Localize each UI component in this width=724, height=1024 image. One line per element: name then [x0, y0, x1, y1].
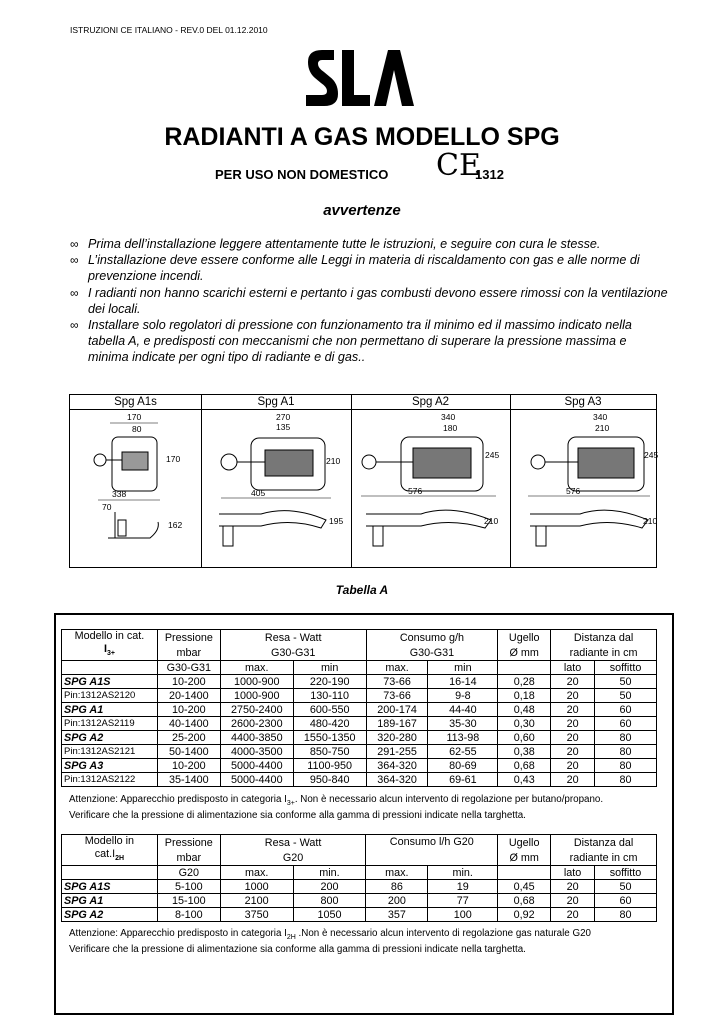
drawing-spg-a1s	[70, 395, 202, 567]
drawings-table	[69, 394, 657, 568]
infinity-bullet-icon: ∞	[70, 237, 79, 251]
table-cell: G20	[157, 866, 220, 880]
table-cell: 80	[595, 908, 657, 922]
table-cell	[498, 866, 551, 880]
infinity-bullet-icon: ∞	[70, 253, 79, 268]
header-note: ISTRUZIONI CE ITALIANO - REV.0 DEL 01.12.2010	[70, 25, 268, 35]
table-cell: 73-66	[366, 689, 428, 703]
table-cell: 1000-900	[220, 675, 293, 689]
table-cell: Ø mm	[498, 850, 551, 866]
table-cell: 0,48	[498, 703, 551, 717]
table-row	[62, 880, 657, 894]
table-row	[62, 759, 657, 773]
table-cell: 20	[551, 908, 595, 922]
table-cell: 357	[366, 908, 428, 922]
table-cell: 800	[293, 894, 366, 908]
col-header-ugello: Ugello	[498, 630, 551, 646]
table-cell: 200	[293, 880, 366, 894]
dimension-label: 135	[276, 422, 291, 432]
table-cell: 20	[551, 675, 595, 689]
dimension-label: 340	[441, 412, 456, 422]
col-header-model: Modello in cat. $I_{3+}$	[62, 630, 158, 661]
warning-item: ∞ L’installazione deve essere conforme alle Leggi in materia di riscaldamento con gas e alle norme di prevenzione incendi.	[70, 253, 640, 284]
warnings-title: avvertenze	[323, 202, 401, 219]
dimension-label: 338	[112, 489, 127, 499]
table-cell: G30-G31	[220, 645, 366, 661]
dimension-label: 405	[251, 488, 266, 498]
table-cell: 1000-900	[220, 689, 293, 703]
warning-item: ∞ Installare solo regolatori di pressione con funzionamento tra il minimo ed il massimo indicato nella tabella A, e predisposti con meccanismi che non permettano di superare la pressione massima e minima indicate per ogni tipo di radiante e di gas..	[70, 318, 632, 365]
table-cell: 10-200	[157, 759, 220, 773]
table-cell: G20	[220, 850, 366, 866]
table-cell: 2100	[220, 894, 293, 908]
table-cell: 1100-950	[293, 759, 366, 773]
table-cell: min	[428, 661, 498, 675]
table-cell: 600-550	[293, 703, 366, 717]
table-cell: 0,28	[498, 675, 551, 689]
table-cell: G30-G31	[157, 661, 220, 675]
heater-a3-drawing	[510, 410, 659, 566]
table-cell: 16-14	[428, 675, 498, 689]
table-cell: 1550-1350	[293, 731, 366, 745]
table-cell: min	[293, 661, 366, 675]
table-cell: 20	[551, 717, 595, 731]
table-cell	[62, 866, 158, 880]
table-cell: 480-420	[293, 717, 366, 731]
table-cell: 2600-2300	[220, 717, 293, 731]
table-cell: Ø mm	[498, 645, 551, 661]
table-row	[62, 689, 657, 703]
ce-mark: CE	[436, 148, 481, 183]
table-cell: 77	[428, 894, 498, 908]
table-cell: Pin:1312AS2119	[62, 717, 158, 731]
table-cell: 5000-4400	[220, 773, 293, 787]
col-header-pressure: Pressione	[157, 630, 220, 646]
table-cell: 69-61	[428, 773, 498, 787]
table-cell: 44-40	[428, 703, 498, 717]
table-cell: 0,68	[498, 894, 551, 908]
dimension-label: 210	[643, 516, 658, 526]
table-cell: 60	[595, 894, 657, 908]
table-cell: SPG A2	[62, 731, 158, 745]
warning-item: ∞ Prima dell’installazione leggere attentamente tutte le istruzioni, e seguire con cura le stesse.	[70, 237, 601, 251]
table-cell: SPG A1	[62, 894, 158, 908]
dimension-label: 576	[566, 486, 581, 496]
dimension-label: 170	[166, 454, 181, 464]
table-cell: 100	[428, 908, 498, 922]
table-cell: 200	[366, 894, 428, 908]
table-cell: 60	[595, 717, 657, 731]
table-cell: SPG A1	[62, 703, 158, 717]
table-cell: 20	[551, 759, 595, 773]
subtitle: PER USO NON DOMESTICO	[215, 167, 389, 182]
dimension-label: 576	[408, 486, 423, 496]
table-cell: 80	[595, 773, 657, 787]
dimension-label: 70	[102, 502, 112, 512]
table-cell: 0,45	[498, 880, 551, 894]
dimension-label: 245	[644, 450, 659, 460]
table-cell: 62-55	[428, 745, 498, 759]
table-cell	[62, 661, 158, 675]
table-cell: Consumo l/h G20	[366, 835, 498, 866]
table2-note: Attenzione: Apparecchio predisposto in categoria $I_{2H}$ .Non è necessario alcun intervento di regolazione gas naturale G20 Verificare che la pressione di alimentazione sia conforme alla gamma di pressioni indicate nella targhetta.	[69, 928, 591, 955]
table-cell: 20	[551, 745, 595, 759]
table-cell: min.	[293, 866, 366, 880]
table-cell: 86	[366, 880, 428, 894]
ce-number: 1312	[475, 167, 504, 182]
table-cell: 80	[595, 759, 657, 773]
infinity-bullet-icon: ∞	[70, 318, 79, 333]
drawing-title: Spg A2	[351, 395, 510, 410]
table-cell: G30-G31	[366, 645, 498, 661]
table-cell: 2750-2400	[220, 703, 293, 717]
table-cell: 20	[551, 703, 595, 717]
table-cell: min.	[428, 866, 498, 880]
drawing-title: Spg A3	[510, 395, 656, 410]
table-cell: 25-200	[157, 731, 220, 745]
dimension-label: 210	[326, 456, 341, 466]
table-row	[62, 675, 657, 689]
table-cell: 200-174	[366, 703, 428, 717]
table-cell: SPG A2	[62, 908, 158, 922]
table-cell: 50	[595, 880, 657, 894]
drawing-spg-a1	[201, 395, 352, 567]
table-cell: max.	[220, 661, 293, 675]
table-cell: soffitto	[595, 866, 657, 880]
table-cell: 9-8	[428, 689, 498, 703]
table-row	[62, 703, 657, 717]
table-cell: 0,92	[498, 908, 551, 922]
table-cell: 0,68	[498, 759, 551, 773]
table-cell: 80	[595, 745, 657, 759]
table-cell: soffitto	[595, 661, 657, 675]
table-cell: 5-100	[157, 880, 220, 894]
svg-text:SLA: SLA	[300, 44, 302, 45]
table-row	[62, 717, 657, 731]
table-cell: 0,43	[498, 773, 551, 787]
dimension-label: 210	[484, 516, 499, 526]
table-cell: 4000-3500	[220, 745, 293, 759]
table-cell: Pin:1312AS2122	[62, 773, 158, 787]
table-cell: 40-1400	[157, 717, 220, 731]
table-cell: Pressione	[157, 835, 220, 851]
table-cell: 15-100	[157, 894, 220, 908]
table-cell: 364-320	[366, 759, 428, 773]
page-title: RADIANTI A GAS MODELLO SPG	[164, 123, 560, 151]
table-cell: 8-100	[157, 908, 220, 922]
table-cell: max.	[220, 866, 293, 880]
table-cell: SPG A3	[62, 759, 158, 773]
table-cell: lato	[551, 866, 595, 880]
warning-item: ∞ I radianti non hanno scarichi esterni e pertanto i gas combusti devono essere rimossi con la ventilazione dei locali.	[70, 285, 668, 316]
table-row	[62, 731, 657, 745]
heater-a2-drawing	[351, 410, 510, 566]
table-cell: mbar	[157, 645, 220, 661]
table-cell	[498, 661, 551, 675]
table-cell: 850-750	[293, 745, 366, 759]
sla-logo	[300, 44, 418, 112]
table-cell: Pin:1312AS2121	[62, 745, 158, 759]
table-cell: 20	[551, 880, 595, 894]
table-cell: 73-66	[366, 675, 428, 689]
drawing-title: Spg A1	[201, 395, 351, 410]
col-header-resa: Resa - Watt	[220, 630, 366, 646]
table-cell: mbar	[157, 850, 220, 866]
table-cell: 20	[551, 773, 595, 787]
table-cell: 320-280	[366, 731, 428, 745]
col-header-consumo: Consumo g/h	[366, 630, 498, 646]
table-cell: 220-190	[293, 675, 366, 689]
infinity-bullet-icon: ∞	[70, 285, 79, 300]
dimension-label: 180	[443, 423, 458, 433]
table-cell: 35-1400	[157, 773, 220, 787]
table-cell: 130-110	[293, 689, 366, 703]
table-cell: 80-69	[428, 759, 498, 773]
table-cell: 60	[595, 703, 657, 717]
table-cell: 1050	[293, 908, 366, 922]
dimension-label: 340	[593, 412, 608, 422]
table-row	[62, 745, 657, 759]
table-cell: 5000-4400	[220, 759, 293, 773]
table-cell: Distanza dal	[551, 835, 657, 851]
table-lpg	[61, 629, 657, 787]
table-cell: max.	[366, 866, 428, 880]
table-cell: 10-200	[157, 703, 220, 717]
table-cell: 50	[595, 689, 657, 703]
table-cell: SPG A1S	[62, 880, 158, 894]
table-cell: Pin:1312AS2120	[62, 689, 158, 703]
table-cell: 20	[551, 689, 595, 703]
table-cell: 50	[595, 675, 657, 689]
table-cell: 189-167	[366, 717, 428, 731]
table1-note: Attenzione: Apparecchio predisposto in categoria $I_{3+}$. Non è necessario alcun intervento di regolazione per butano/propano. Verificare che la pressione di alimentazione sia conforme alla gamma di pressioni indicate nella targhetta.	[69, 794, 604, 821]
table-cell: 20-1400	[157, 689, 220, 703]
drawing-spg-a2	[351, 395, 511, 567]
dimension-label: 162	[168, 520, 183, 530]
table-cell: 291-255	[366, 745, 428, 759]
drawing-title: Spg A1s	[70, 395, 201, 410]
table-caption: Tabella A	[335, 583, 389, 597]
table-cell: 80	[595, 731, 657, 745]
table-cell: radiante in cm	[551, 850, 657, 866]
col-header-model: Modello in $cat.I_{2H}$	[62, 835, 158, 866]
table-row	[62, 773, 657, 787]
table-cell: lato	[551, 661, 595, 675]
table-cell: 1000	[220, 880, 293, 894]
table-cell: 4400-3850	[220, 731, 293, 745]
dimension-label: 195	[329, 516, 344, 526]
table-cell: 50-1400	[157, 745, 220, 759]
table-row	[62, 894, 657, 908]
heater-a1s-drawing	[70, 410, 201, 566]
heater-a1-drawing	[201, 410, 351, 566]
table-cell: radiante in cm	[551, 645, 657, 661]
table-cell: 20	[551, 894, 595, 908]
table-cell: max.	[366, 661, 428, 675]
table-row	[62, 908, 657, 922]
table-cell: 0,18	[498, 689, 551, 703]
table-cell: 0,60	[498, 731, 551, 745]
dimension-label: 270	[276, 412, 291, 422]
table-cell: 35-30	[428, 717, 498, 731]
table-cell: 0,30	[498, 717, 551, 731]
table-cell: Ugello	[498, 835, 551, 851]
table-cell: 113-98	[428, 731, 498, 745]
table-cell: Resa - Watt	[220, 835, 366, 851]
table-cell: 950-840	[293, 773, 366, 787]
table-cell: 19	[428, 880, 498, 894]
table-cell: 3750	[220, 908, 293, 922]
dimension-label: 170	[127, 412, 142, 422]
col-header-distanza: Distanza dal	[551, 630, 657, 646]
drawing-spg-a3	[510, 395, 659, 567]
table-cell: 0,38	[498, 745, 551, 759]
table-natural-gas	[61, 834, 657, 922]
table-cell: 10-200	[157, 675, 220, 689]
table-cell: 364-320	[366, 773, 428, 787]
dimension-label: 210	[595, 423, 610, 433]
table-cell: 20	[551, 731, 595, 745]
dimension-label: 245	[485, 450, 500, 460]
dimension-label: 80	[132, 424, 142, 434]
table-cell: SPG A1S	[62, 675, 158, 689]
warnings-list	[70, 236, 670, 366]
